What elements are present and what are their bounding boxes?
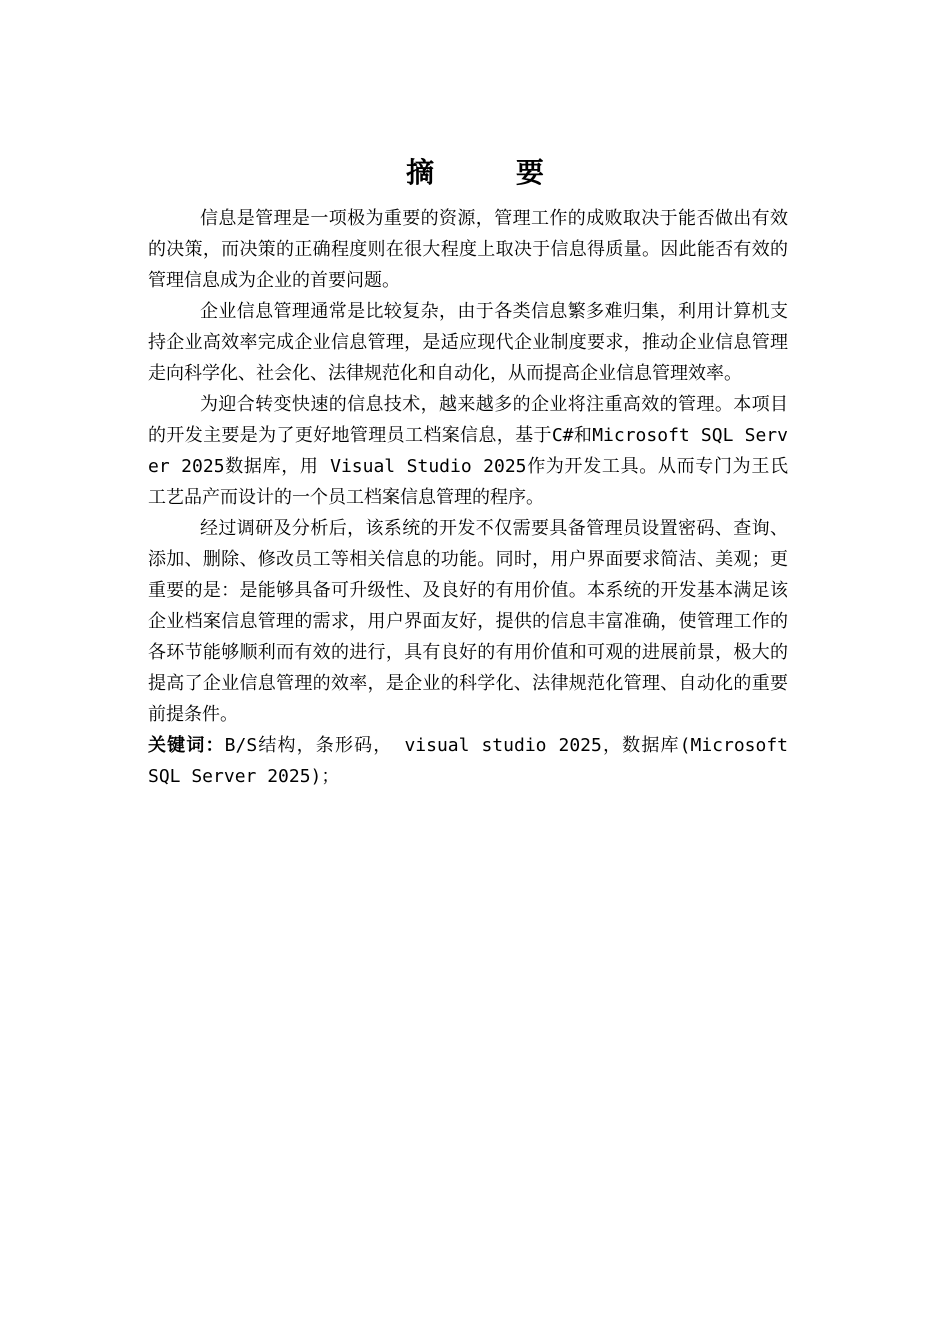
abstract-paragraph-1: 信息是管理是一项极为重要的资源，管理工作的成败取决于能否做出有效的决策，而决策的正确程度则在很大程度上取决于信息得质量。因此能否有效的管理信息成为企业的首要问题。 [148, 208, 788, 291]
abstract-paragraph-4: 经过调研及分析后，该系统的开发不仅需要具备管理员设置密码、查询、添加、删除、修改员工等相关信息的功能。同时，用户界面要求简洁、美观；更重要的是：是能够具备可升级性、及良好的有用价值。本系统的开发基本满足该企业档案信息管理的需求，用户界面友好，提供的信息丰富准确，使管理工作的各环节能够顺利而有效的进行，具有良好的有用价值和可观的进展前景，极大的提高了企业信息管理的效率，是企业的科学化、法律规范化管理、自动化的重要前提条件。 [148, 518, 788, 725]
keywords-text: B/S结构，条形码， visual studio 2025，数据库(Microsoft SQL Server 2025)； [148, 735, 789, 787]
keywords-line [148, 730, 788, 792]
abstract-body [148, 203, 788, 792]
keywords-label: 关键词： [148, 735, 225, 756]
abstract-paragraph-3: 为迎合转变快速的信息技术，越来越多的企业将注重高效的管理。本项目的开发主要是为了更好地管理员工档案信息，基于C#和Microsoft SQL Server 2025数据库，用 Visual Studio 2025作为开发工具。从而专门为王氏工艺品产而设计的一个员工档案信息管理的程序。 [148, 394, 788, 508]
abstract-title: 摘 要 [406, 156, 580, 189]
abstract-paragraph-2: 企业信息管理通常是比较复杂，由于各类信息繁多难归集，利用计算机支持企业高效率完成企业信息管理，是适应现代企业制度要求，推动企业信息管理走向科学化、社会化、法律规范化和自动化，从而提高企业信息管理效率。 [148, 301, 788, 384]
